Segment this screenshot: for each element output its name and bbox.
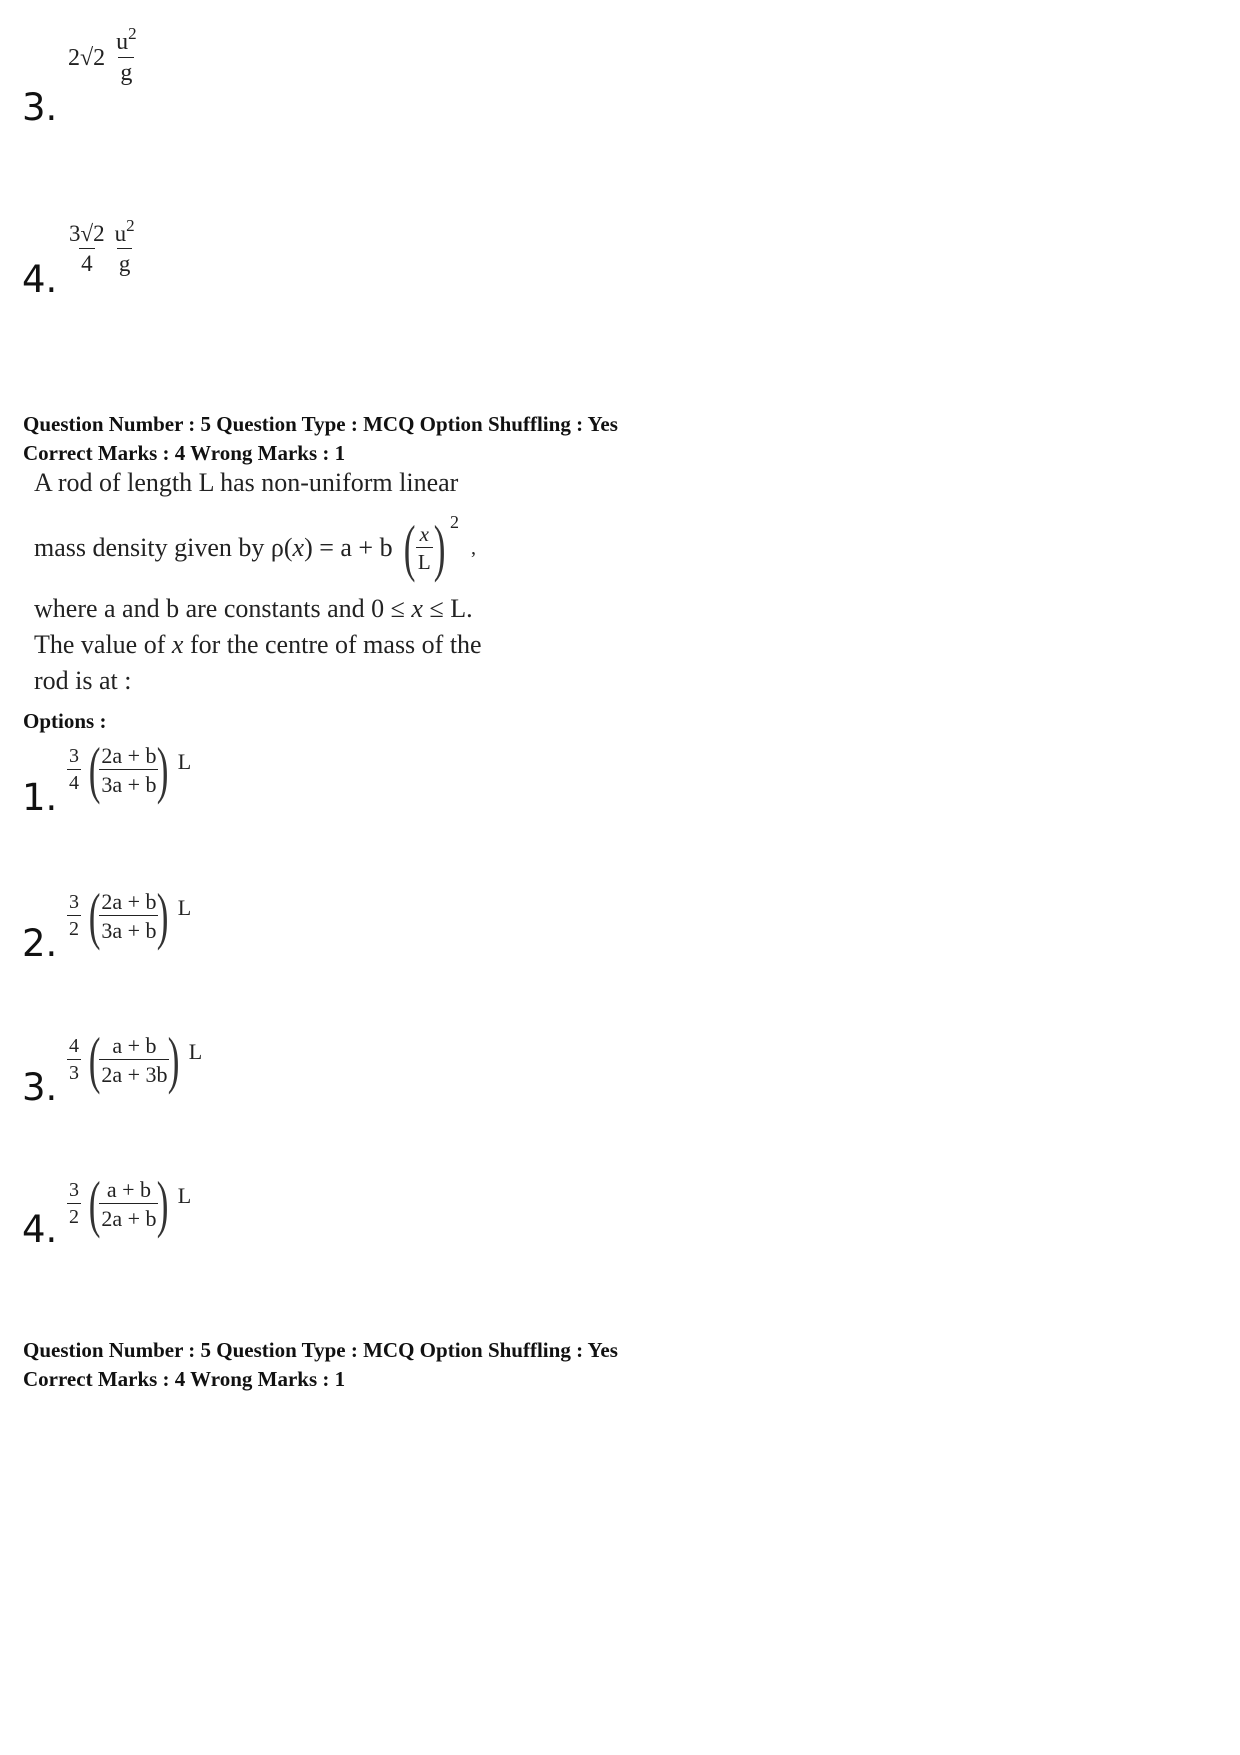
question-meta-line2: Correct Marks : 4 Wrong Marks : 1 xyxy=(23,441,346,465)
question-text-line2 xyxy=(34,511,477,583)
exponent: 2 xyxy=(126,216,135,235)
text-suffix: ≤ L. xyxy=(422,594,473,623)
text-prefix: mass density given by ρ( xyxy=(34,533,293,562)
denominator: g xyxy=(117,248,133,276)
tail: L xyxy=(177,1183,192,1208)
exponent: 2 xyxy=(128,24,137,43)
right-paren: ) xyxy=(157,880,170,951)
numerator: 4 xyxy=(69,1035,79,1057)
denominator: 3 xyxy=(67,1059,81,1084)
numerator: 3√2 xyxy=(69,221,105,246)
option-4-formula xyxy=(64,216,140,277)
option-number: 4. xyxy=(22,1208,58,1251)
exponent: 2 xyxy=(450,511,460,532)
question-text-line1: A rod of length L has non-uniform linear xyxy=(34,468,459,497)
numerator: a + b xyxy=(106,1176,151,1202)
option-number: 4. xyxy=(22,258,58,301)
question-text-line5: rod is at : xyxy=(34,666,132,695)
left-paren: ( xyxy=(403,512,416,583)
fraction xyxy=(113,216,137,277)
x-over-L-fraction xyxy=(416,523,433,573)
denominator: 2a + 3b xyxy=(99,1059,169,1086)
next-question-header xyxy=(23,1336,618,1394)
question-meta-line2: Correct Marks : 4 Wrong Marks : 1 xyxy=(23,1367,346,1391)
option-number: 3. xyxy=(22,1066,58,1109)
denominator: 2 xyxy=(67,1203,81,1228)
numerator: 3 xyxy=(69,745,79,767)
coefficient-fraction xyxy=(67,892,81,940)
coefficient-fraction xyxy=(67,746,81,794)
denominator: 4 xyxy=(79,248,95,276)
denominator: 3a + b xyxy=(99,769,158,796)
numerator: 3 xyxy=(69,1179,79,1201)
right-paren: ) xyxy=(168,1024,181,1095)
option-2-formula xyxy=(64,880,192,951)
numerator: u xyxy=(114,221,127,246)
denominator: 2a + b xyxy=(99,1203,158,1230)
option-4-formula xyxy=(64,1168,192,1239)
coefficient-fraction xyxy=(67,222,107,276)
left-paren: ( xyxy=(88,880,101,951)
option-number: 3. xyxy=(22,86,58,129)
fraction xyxy=(114,24,139,87)
coefficient-fraction xyxy=(67,1036,81,1084)
coefficient-fraction xyxy=(67,1180,81,1228)
numerator: x xyxy=(419,521,429,546)
left-paren: ( xyxy=(88,1024,101,1095)
left-paren: ( xyxy=(88,1168,101,1239)
numerator: 2a + b xyxy=(101,888,157,914)
question-text-line4 xyxy=(34,630,482,660)
denominator: L xyxy=(416,547,433,573)
denominator: 4 xyxy=(67,769,81,794)
right-paren: ) xyxy=(157,734,170,805)
text-prefix: where a and b are constants and 0 ≤ xyxy=(34,594,412,623)
option-number: 1. xyxy=(22,776,58,819)
question-meta-line1: Question Number : 5 Question Type : MCQ Option Shuffling : Yes xyxy=(23,1338,618,1362)
comma: , xyxy=(471,536,477,559)
fraction xyxy=(99,744,158,796)
question-header xyxy=(23,410,618,468)
options-label: Options : xyxy=(23,709,107,733)
left-paren: ( xyxy=(88,734,101,805)
question-text-line3 xyxy=(34,594,473,624)
numerator: 2a + b xyxy=(101,742,157,768)
numerator: a + b xyxy=(112,1032,157,1058)
text-mid: ) = a + b xyxy=(304,533,393,562)
coefficient: 2√2 xyxy=(68,44,106,71)
text-suffix: for the centre of mass of the xyxy=(183,630,482,659)
text-prefix: The value of xyxy=(34,630,172,659)
right-paren: ) xyxy=(157,1168,170,1239)
tail: L xyxy=(188,1039,203,1064)
variable-x: x xyxy=(171,630,184,659)
fraction xyxy=(99,1178,158,1230)
fraction xyxy=(99,890,158,942)
option-number: 2. xyxy=(22,922,58,965)
variable-x: x xyxy=(411,594,423,623)
right-paren: ) xyxy=(433,512,446,583)
denominator: 3a + b xyxy=(99,915,158,942)
numerator: u xyxy=(116,29,129,55)
denominator: 2 xyxy=(67,915,81,940)
option-1-formula xyxy=(64,734,192,805)
tail: L xyxy=(177,895,192,920)
option-3-formula xyxy=(68,24,142,87)
question-meta-line1: Question Number : 5 Question Type : MCQ Option Shuffling : Yes xyxy=(23,412,618,436)
fraction xyxy=(99,1034,169,1086)
tail: L xyxy=(177,749,192,774)
option-3-formula xyxy=(64,1024,203,1095)
denominator: g xyxy=(118,57,134,86)
numerator: 3 xyxy=(69,891,79,913)
variable-x: x xyxy=(292,533,305,562)
